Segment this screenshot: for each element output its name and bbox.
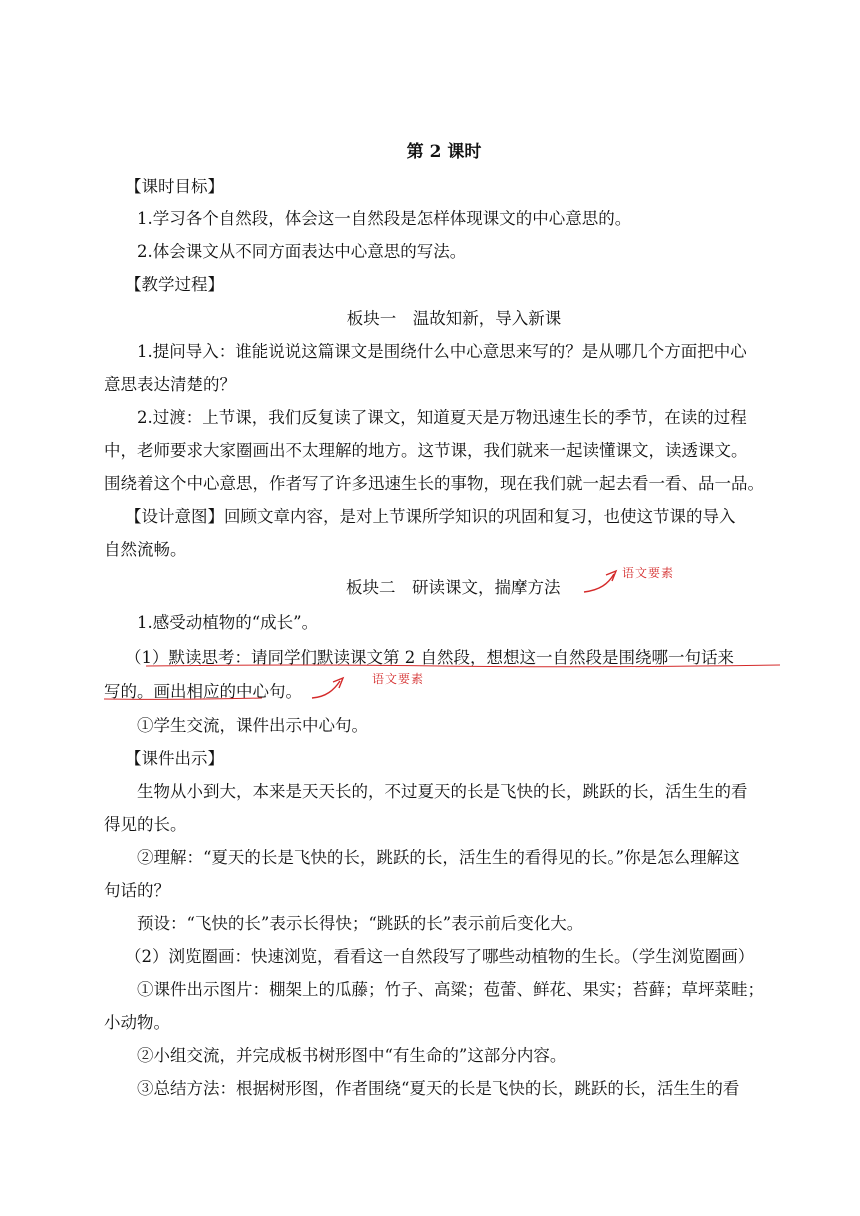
- quote-line-1: 生物从小到大，本来是天天长的，不过夏天的长是飞快的长，跳跃的长，活生生的看: [137, 782, 748, 801]
- heading-courseware: 【课件出示】: [125, 749, 224, 768]
- paragraph-silent-reading-line-2: 写的。画出相应的中心句。: [104, 682, 302, 701]
- paragraph-understanding-line-2: 句话的？: [104, 881, 170, 900]
- paragraph-transition-line-3: 围绕着这个中心意思，作者写了许多迅速生长的事物，现在我们就一起去看一看、品一品。: [104, 474, 764, 493]
- design-intent-line-1: 【设计意图】回顾文章内容，是对上节课所学知识的巩固和复习，也使这节课的导入: [125, 507, 736, 526]
- annotation-arrowhead-1: [606, 571, 616, 581]
- annotation-language-element-2: 语文要素: [372, 672, 425, 686]
- paragraph-question-line-1: 1.提问导入：谁能说说这篇课文是围绕什么中心意思来写的？是从哪几个方面把中心: [137, 342, 747, 361]
- paragraph-show-images-line-1: ①课件出示图片：棚架上的瓜藤；竹子、高粱；苞蕾、鲜花、果实；苔藓；草坪菜畦；: [137, 980, 764, 999]
- paragraph-transition-line-2: 中，老师要求大家圈画出不太理解的地方。这节课，我们就来一起读懂课文，读透课文。: [104, 441, 748, 460]
- section-heading-2: 板块二 研读课文，揣摩方法: [346, 578, 561, 597]
- paragraph-browse-circle: （2）浏览圈画：快速浏览，看看这一自然段写了哪些动植物的生长。（学生浏览圈画）: [125, 947, 755, 966]
- paragraph-silent-reading-line-1: （1）默读思考：请同学们默读课文第 2 自然段，想想这一自然段是围绕哪一句话来: [125, 648, 734, 667]
- quote-line-2: 得见的长。: [104, 815, 187, 834]
- section-heading-1: 板块一 温故知新，导入新课: [346, 309, 562, 328]
- paragraph-feel-growth: 1.感受动植物的“成长”。: [137, 613, 319, 632]
- paragraph-preset-answer: 预设：“飞快的长”表示长得快；“跳跃的长”表示前后变化大。: [137, 914, 584, 933]
- paragraph-summary-method: ③总结方法：根据树形图，作者围绕“夏天的长是飞快的长，跳跃的长，活生生的看: [137, 1079, 740, 1098]
- goal-item-2: 2.体会课文从不同方面表达中心意思的写法。: [137, 242, 467, 261]
- goal-item-1: 1.学习各个自然段，体会这一自然段是怎样体现课文的中心意思的。: [137, 209, 632, 228]
- annotation-language-element-1: 语文要素: [622, 566, 675, 580]
- paragraph-question-line-2: 意思表达清楚的？: [104, 375, 236, 394]
- paragraph-show-images-line-2: 小动物。: [104, 1013, 170, 1032]
- page-title: 第 2 课时: [406, 142, 482, 162]
- paragraph-student-exchange: ①学生交流，课件出示中心句。: [137, 716, 368, 735]
- paragraph-understanding-line-1: ②理解：“夏天的长是飞快的长，跳跃的长，活生生的看得见的长。”你是怎么理解这: [137, 848, 740, 867]
- paragraph-group-exchange: ②小组交流，并完成板书树形图中“有生命的”这部分内容。: [137, 1046, 567, 1065]
- design-intent-line-2: 自然流畅。: [104, 540, 187, 559]
- heading-lesson-goals: 【课时目标】: [125, 177, 224, 196]
- annotation-arrow-1: [584, 574, 614, 592]
- heading-teaching-process: 【教学过程】: [125, 275, 224, 294]
- paragraph-transition-line-1: 2.过渡：上节课，我们反复读了课文，知道夏天是万物迅速生长的季节，在读的过程: [137, 408, 747, 427]
